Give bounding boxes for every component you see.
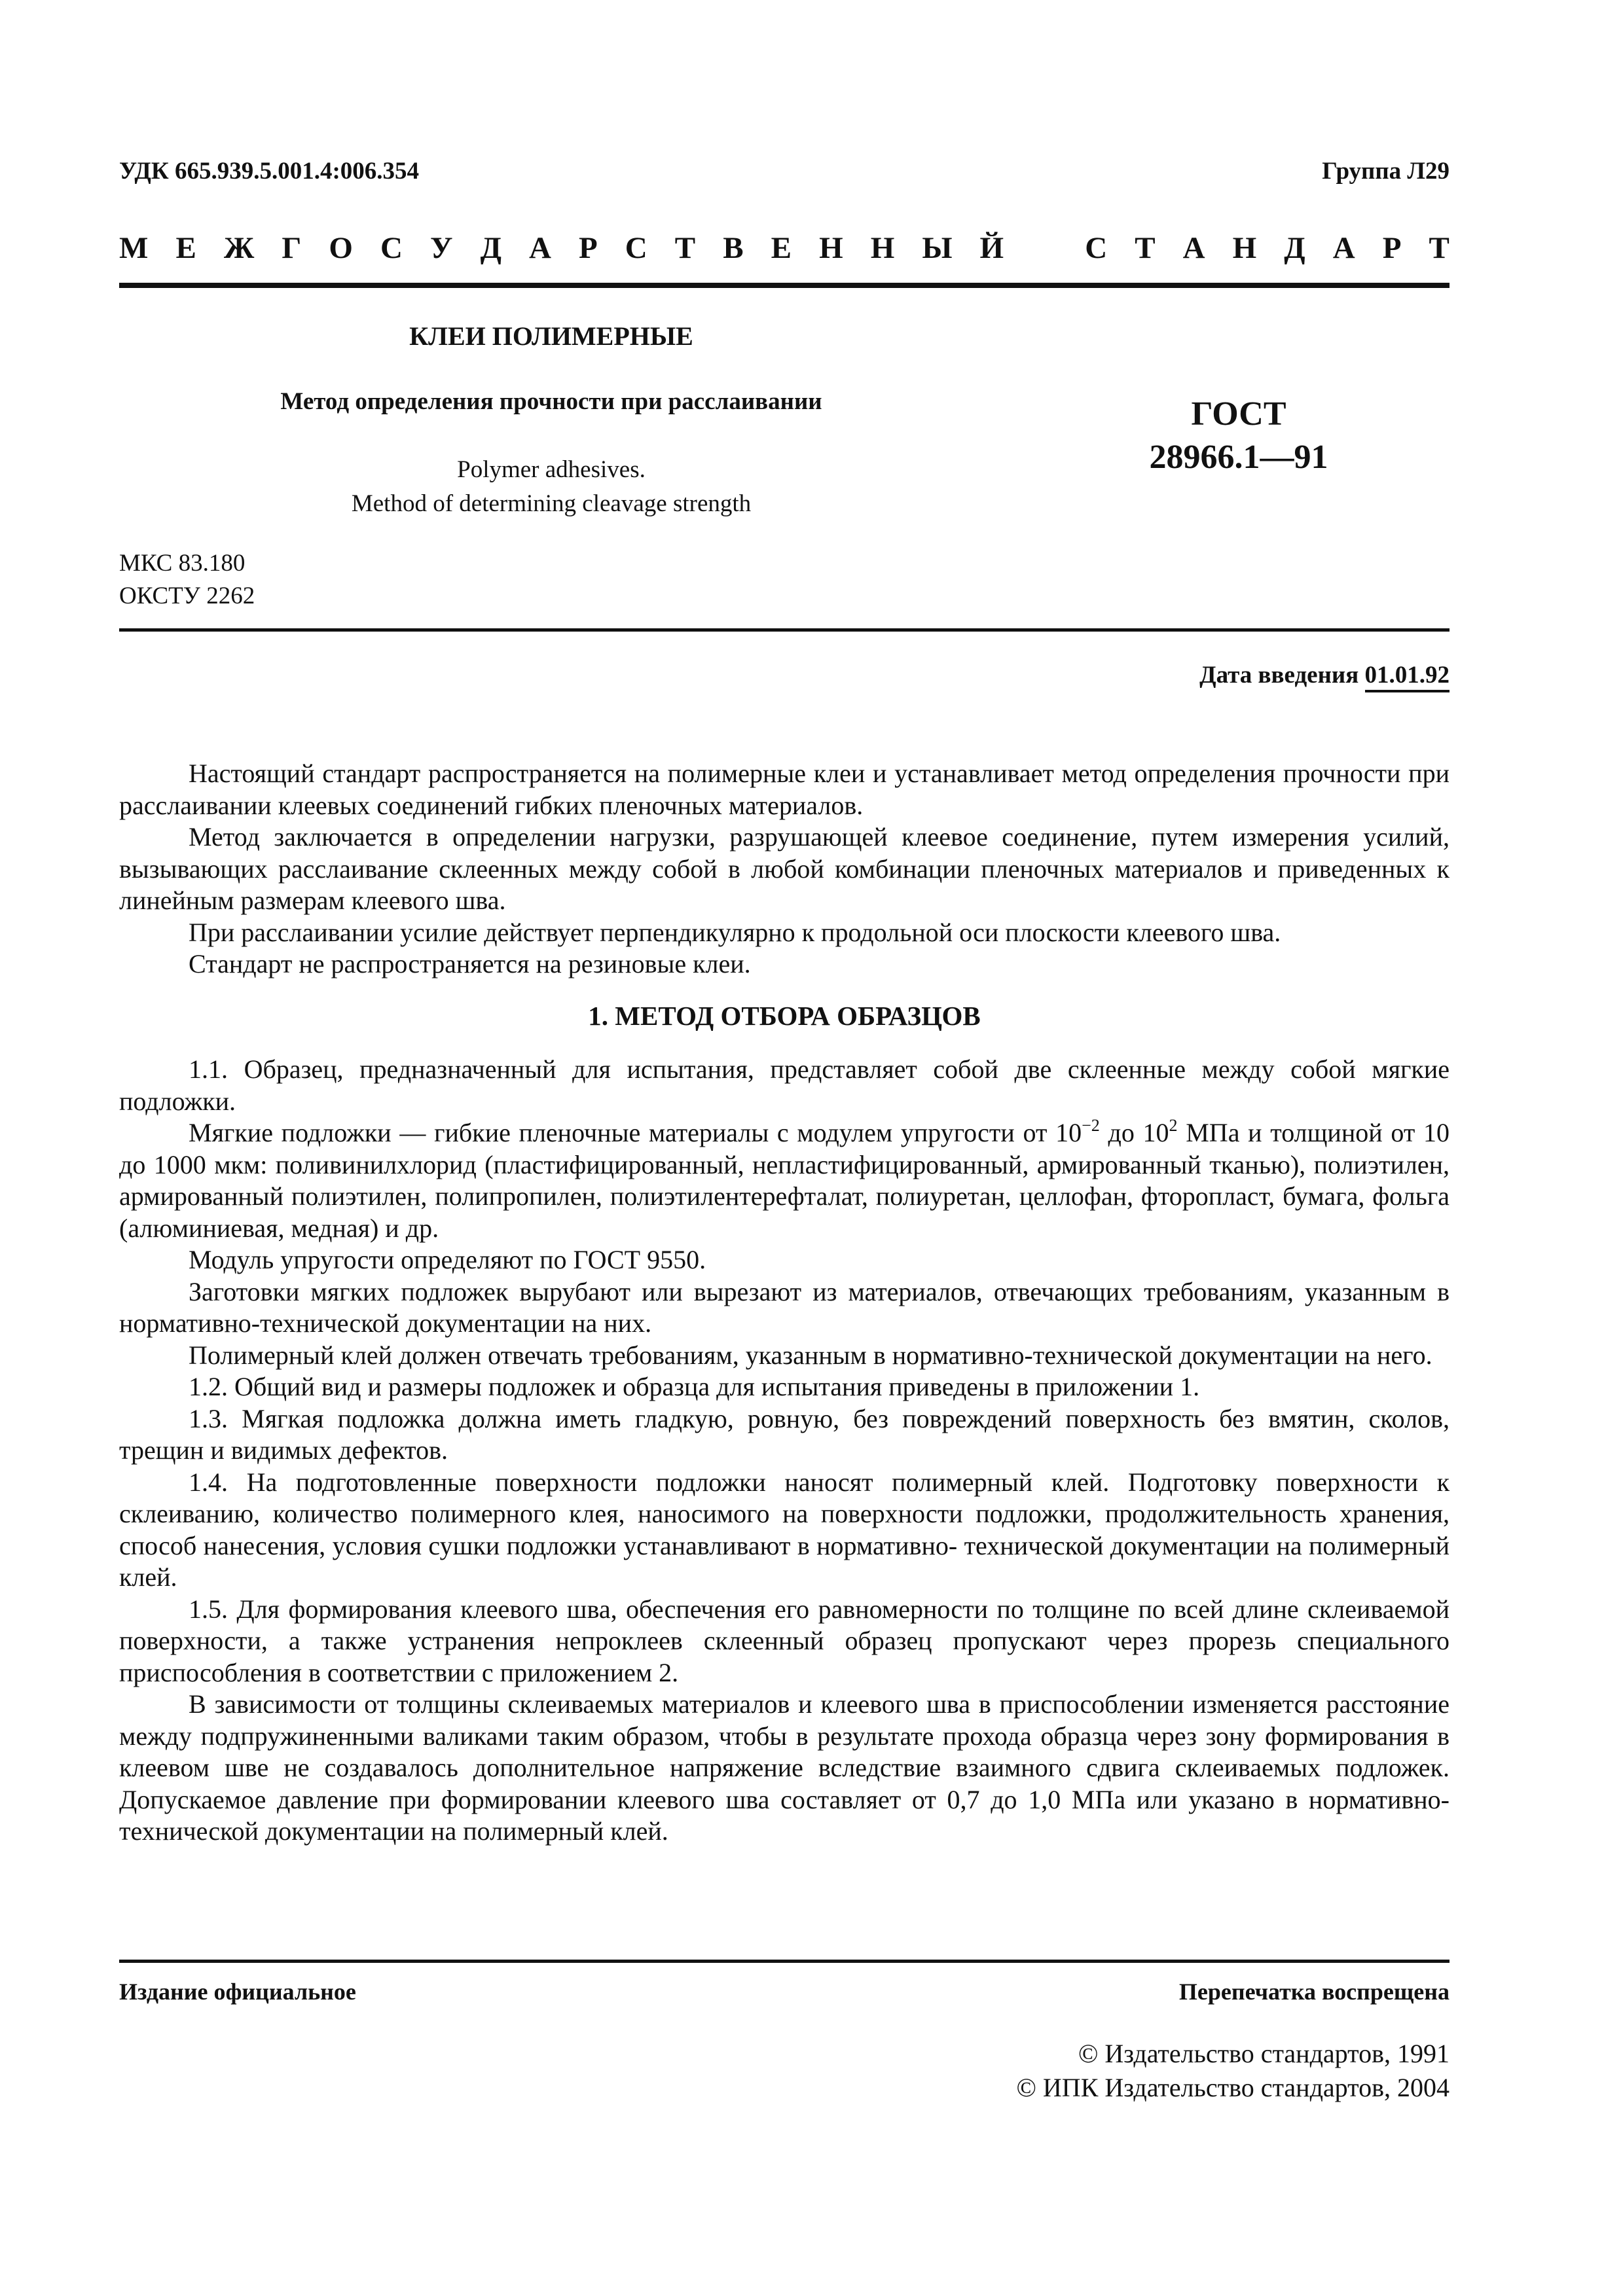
- interstate-standard-heading: М Е Ж Г О С У Д А Р С Т В Е Н Н Ы Й С Т А Н Д А Р Т: [119, 231, 1450, 265]
- group-code: Группа Л29: [1322, 158, 1450, 185]
- reprint-prohibited-label: Перепечатка воспрещена: [1178, 1979, 1450, 2005]
- header-rule: [119, 283, 1450, 288]
- udk-code: УДК 665.939.5.001.4:006.354: [119, 158, 420, 185]
- paragraph: При расслаивании усилие действует перпендикулярно к продольной оси плоскости клеевого шва.: [189, 917, 1281, 947]
- paragraph: 1.1. Образец, предназначенный для испытания, представляет собой две склеенные между собой мягкие подложки.: [119, 1054, 1450, 1116]
- introduction-date: Дата введения 01.01.92: [1199, 661, 1450, 689]
- paragraph: Полимерный клей должен отвечать требованиям, указанным в нормативно-технической документации на него.: [189, 1340, 1432, 1370]
- footer-rule: [119, 1960, 1450, 1963]
- classification-codes: [119, 547, 255, 613]
- document-page: [119, 0, 1450, 2296]
- paragraph: 1.2. Общий вид и размеры подложек и образца для испытания приведены в приложении 1.: [189, 1372, 1200, 1401]
- mks-code: МКС 83.180: [119, 550, 246, 577]
- gost-number: ГОСТ 28966.1—91: [1149, 395, 1328, 476]
- section-heading: 1. МЕТОД ОТБОРА ОБРАЗЦОВ: [588, 1000, 981, 1031]
- paragraph: Модуль упругости определяют по ГОСТ 9550.: [189, 1245, 706, 1274]
- paragraph: В зависимости от толщины склеиваемых материалов и клеевого шва в приспособлении изменяется расстояние между подпружиненными валиками таким образом, чтобы в результате прохода образца через зону формирования в клеевом шве не создавалось дополнительное напряжение вследствие взаимного сдвига склеиваемых подложек. Допускаемое давление при формировании клеевого шва составляет от 0,7 до 1,0 МПа или указано в нормативно-технической документации на полимерный клей.: [119, 1689, 1450, 1846]
- document-body: [119, 758, 1450, 1848]
- paragraph: Стандарт не распространяется на резиновые клеи.: [189, 949, 751, 978]
- standard-subtitle-en: Polymer adhesives. Method of determining cleavage strength: [351, 456, 752, 517]
- title-rule: [119, 628, 1450, 632]
- standard-title: КЛЕИ ПОЛИМЕРНЫЕ: [409, 321, 693, 351]
- introduction-date-value: 01.01.92: [1365, 662, 1450, 692]
- paragraph: 1.4. На подготовленные поверхности подложки наносят полимерный клей. Подготовку поверхности к склеиванию, количество полимерного клея, наносимого на поверхности подложки, продолжительность хранения, способ нанесения, условия сушки подложки устанавливают в нормативно- технической документации на полимерный клей.: [119, 1467, 1450, 1592]
- standard-subtitle-ru: Метод определения прочности при расслаивании: [280, 388, 822, 415]
- okstu-code: ОКСТУ 2262: [119, 583, 255, 609]
- official-edition-label: Издание официальное: [119, 1979, 356, 2005]
- paragraph: Мягкие подложки — гибкие пленочные материалы с модулем упругости от $10^{-2}$ до $10^2$ МПа и толщиной от 10 до 1000 мкм: поливинилхлорид (пластифицированный, непластифицированный, армированный тканью), полиэтилен, армированный полиэтилен, полипропилен, полиэтилентерефталат, полиуретан, целлофан, фторопласт, бумага, фольга (алюминиевая, медная) и др.: [119, 1116, 1450, 1243]
- copyright-line: © ИПК Издательство стандартов, 2004: [1016, 2073, 1450, 2102]
- paragraph: Метод заключается в определении нагрузки, разрушающей клеевое соединение, путем измерения усилий, вызывающих расслаивание склеенных между собой в любой комбинации пленочных материалов и приведенных к линейным размерам клеевого шва.: [119, 822, 1450, 915]
- copyright-line: © Издательство стандартов, 1991: [1078, 2039, 1450, 2068]
- paragraph: 1.3. Мягкая подложка должна иметь гладкую, ровную, без повреждений поверхность без вмятин, сколов, трещин и видимых дефектов.: [119, 1403, 1450, 1465]
- paragraph: Заготовки мягких подложек вырубают или вырезают из материалов, отвечающих требованиям, указанным в нормативно-технической документации на них.: [119, 1276, 1450, 1338]
- paragraph: Настоящий стандарт распространяется на полимерные клеи и устанавливает метод определения прочности при расслаивании клеевых соединений гибких пленочных материалов.: [119, 759, 1450, 820]
- paragraph: 1.5. Для формирования клеевого шва, обеспечения его равномерности по толщине по всей длине склеиваемой поверхности, а также устранения непроклеев склеенный образец пропускают через прорезь специального приспособления в соответствии с приложением 2.: [119, 1594, 1450, 1687]
- copyright-block: [1017, 2037, 1450, 2105]
